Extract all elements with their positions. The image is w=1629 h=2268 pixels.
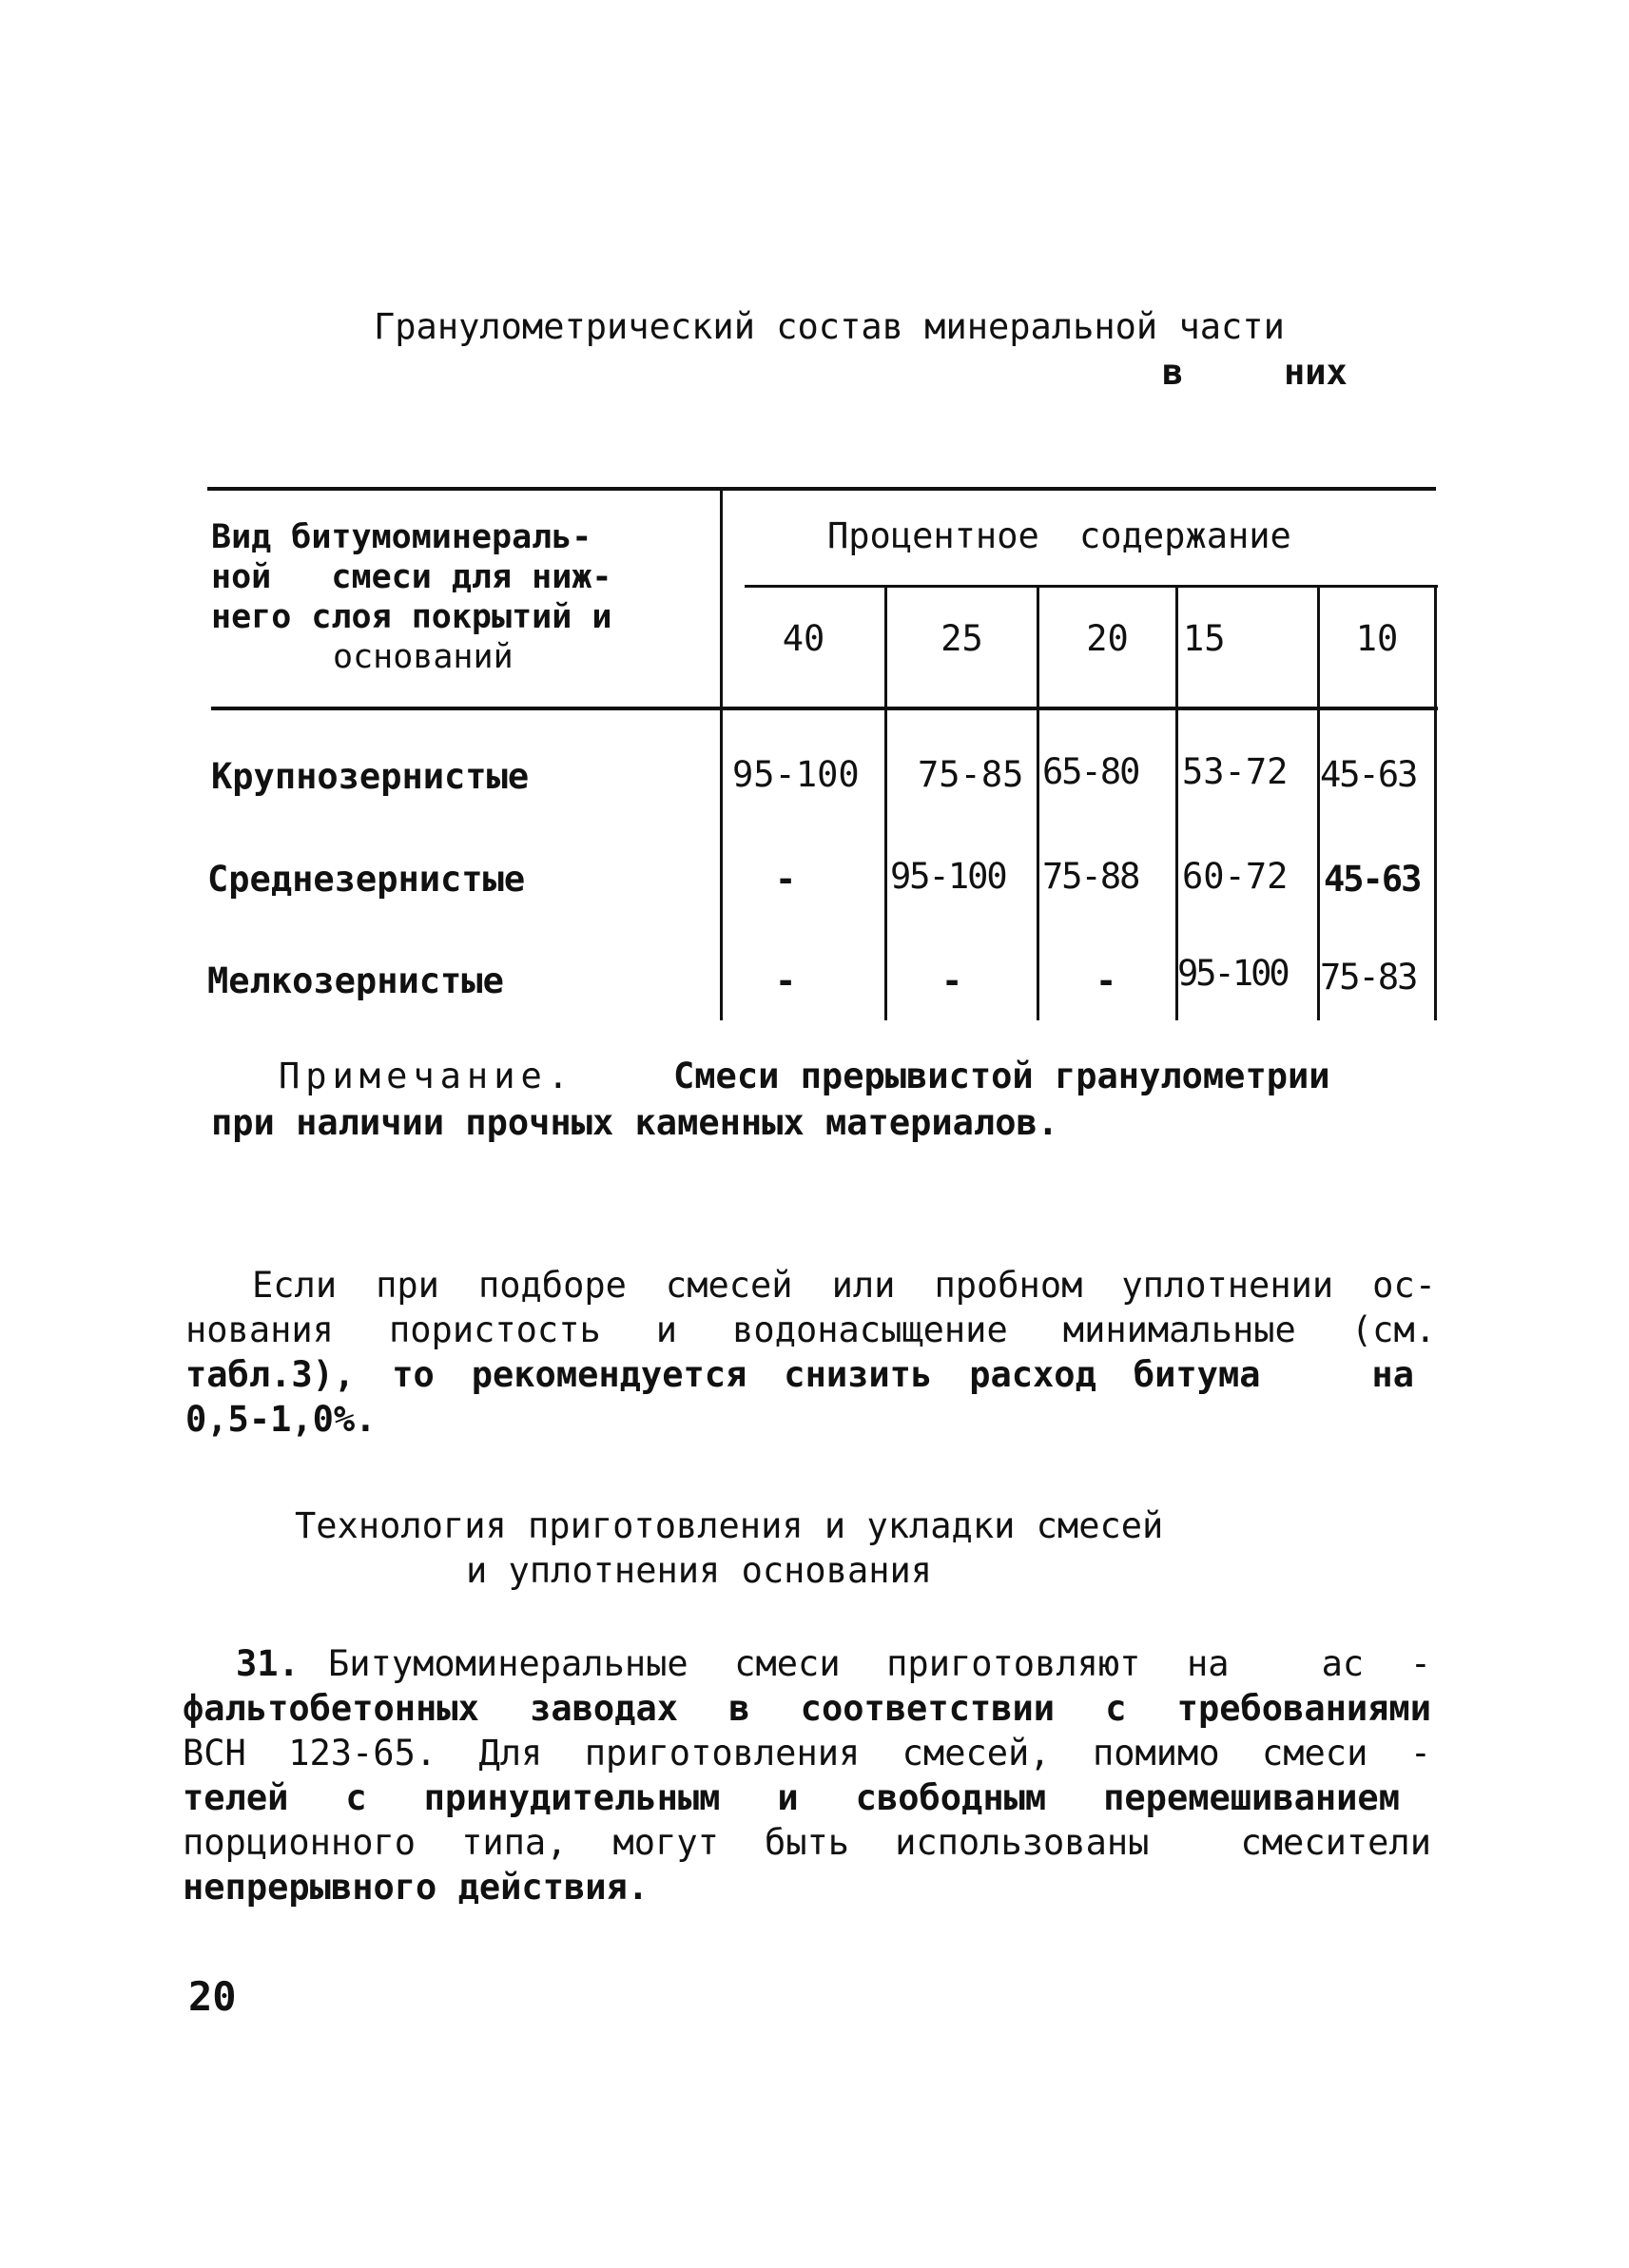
para31-line-3: ВСН 123-65. Для приготовления смесей, помимо смеси - — [183, 1733, 1431, 1774]
para31-line-2: фальтобетонных заводах в соответствии с требованиями — [183, 1688, 1431, 1729]
para31-line-4: телей с принудительным и свободным перемешиванием — [183, 1777, 1400, 1818]
cell-r3-c5: 75-83 — [1320, 957, 1417, 998]
cell-r3-c2: - — [941, 960, 963, 1001]
header-left-line-1: Вид битумоминераль- — [211, 518, 592, 556]
table-header-rule — [211, 707, 1438, 710]
col-header-40: 40 — [782, 618, 825, 659]
cell-r1-c1: 95-100 — [732, 754, 860, 795]
header-left-line-3: него слоя покрытий и — [211, 598, 612, 636]
header-left-line-4: оснований — [333, 638, 514, 676]
para31-line-6: непрерывного действия. — [183, 1867, 650, 1908]
row-label-medium: Среднезернистые — [207, 859, 526, 900]
col-header-10: 10 — [1355, 618, 1399, 659]
table-top-rule — [207, 487, 1436, 491]
note-label: Примечание. — [279, 1056, 575, 1096]
para-line-3: табл.3), то рекомендуется снизить расход битума на — [185, 1354, 1414, 1395]
row-label-coarse: Крупнозернистые — [211, 756, 530, 797]
row-label-fine: Мелкозернистые — [207, 960, 504, 1001]
col-header-20: 20 — [1086, 618, 1129, 659]
note-text-1: Смеси прерывистой гранулометрии — [673, 1056, 1330, 1096]
section-title-2: и уплотнения основания — [466, 1550, 933, 1591]
header-group: Процентное содержание — [827, 515, 1291, 556]
cell-r2-c2: 95-100 — [890, 856, 1006, 897]
cell-r3-c3: - — [1096, 960, 1117, 1001]
cell-r1-c3: 65-80 — [1042, 751, 1139, 792]
group-header-rule — [745, 585, 1438, 588]
para-line-1: Если при подборе смесей или пробном уплотнении ос- — [252, 1265, 1436, 1306]
col-header-15: 15 — [1183, 618, 1226, 659]
cell-r2-c3: 75-88 — [1042, 856, 1139, 897]
col-divider-5 — [1434, 587, 1437, 1020]
header-left-line-2: ной смеси для ниж- — [211, 558, 612, 596]
para-line-4: 0,5-1,0%. — [185, 1399, 377, 1440]
table-title-cont-a: в — [1162, 352, 1184, 393]
cell-r2-c5: 45-63 — [1324, 859, 1421, 900]
cell-r3-c1: - — [775, 960, 797, 1001]
para31-number: 31. — [236, 1643, 300, 1684]
section-title-1: Технология приготовления и укладки смесей — [295, 1505, 1164, 1546]
cell-r3-c4: 95-100 — [1177, 953, 1288, 994]
cell-r1-c2: 75-85 — [918, 754, 1024, 795]
note-text-2: при наличии прочных каменных материалов. — [211, 1102, 1059, 1143]
cell-r1-c5: 45-63 — [1320, 754, 1417, 795]
cell-r1-c4: 53-72 — [1182, 751, 1289, 792]
cell-r2-c4: 60-72 — [1182, 856, 1289, 897]
table-title-cont-b: них — [1284, 352, 1348, 393]
col-divider-0 — [720, 490, 723, 1020]
para31-line-1: Битумоминеральные смеси приготовляют на ас - — [328, 1643, 1431, 1684]
cell-r2-c1: - — [775, 859, 797, 900]
para-line-2: нования пористость и водонасыщение минимальные (см. — [185, 1309, 1436, 1350]
col-header-25: 25 — [941, 618, 983, 659]
para31-line-5: порционного типа, могут быть использованы смесители — [183, 1822, 1431, 1863]
table-title: Гранулометрический состав минеральной части — [374, 306, 1285, 347]
page-number: 20 — [188, 1973, 237, 2020]
